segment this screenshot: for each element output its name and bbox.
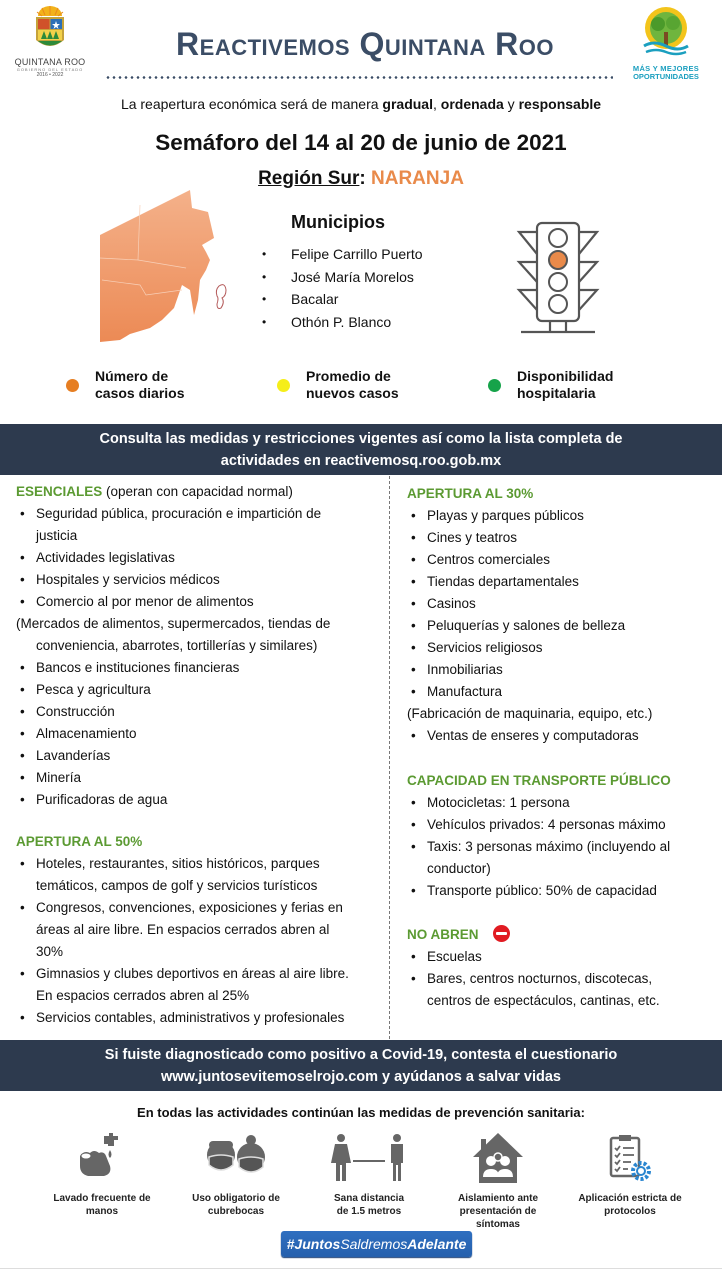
state-government-label: GOBIERNO DEL ESTADO	[16, 67, 84, 72]
social-distance-icon	[327, 1133, 411, 1183]
section-title: NO ABREN	[407, 927, 479, 942]
traffic-light-lamp	[549, 229, 567, 247]
covid-banner	[0, 1040, 722, 1091]
item-text-cont: áreas al aire libre. En espacios cerrados abren al	[36, 922, 330, 937]
face-mask-icon	[204, 1133, 268, 1183]
consult-banner-link[interactable]: actividades en reactivemosq.roo.gob.mx	[220, 453, 502, 469]
municipios-list	[262, 243, 423, 333]
section-title: APERTURA AL 30%	[407, 486, 534, 501]
item-text: Congresos, convenciones, exposiciones y ferias en	[36, 900, 343, 915]
list-item: • Casinos	[407, 593, 717, 615]
item-text: Peluquerías y salones de belleza	[427, 618, 626, 633]
covid-banner-line1: Si fuiste diagnosticado como positivo a Covid-19, contesta el cuestionario	[104, 1047, 618, 1063]
hashtag-badge	[281, 1231, 472, 1257]
municipios-title: Municipios	[291, 212, 385, 232]
traffic-light-lamp	[549, 295, 567, 313]
note-line: (Mercados de alimentos, supermercados, tiendas de	[16, 616, 331, 631]
apertura-30-parenthetical: (Fabricación de maquinaria, equipo, etc.)	[407, 706, 653, 721]
indicator-dot-icon	[488, 379, 501, 392]
item-text: Inmobiliarias	[427, 662, 503, 677]
traffic-light-lamp	[549, 273, 567, 291]
column-divider	[389, 476, 390, 1039]
list-item: • Cines y teatros	[407, 527, 717, 549]
subtitle-sep: ,	[433, 96, 441, 112]
item-text: Cines y teatros	[427, 530, 518, 545]
list-item: • Comercio al por menor de alimentos	[16, 591, 386, 613]
list-item: • Hoteles, restaurantes, sitios históricos, parques temáticos, campos de golf y servicios turísticos	[20, 856, 320, 893]
list-item: • Motocicletas: 1 persona	[407, 792, 717, 814]
consult-banner-line1: Consulta las medidas y restricciones vigentes así como la lista completa de	[99, 431, 623, 447]
indicator-label: casos diarios	[95, 385, 185, 401]
logo-line1: MÁS Y MEJORES	[632, 64, 700, 73]
municipio-item: • Bacalar	[262, 288, 423, 311]
title-dotted-divider	[105, 76, 613, 79]
no-abren-section	[407, 924, 717, 1012]
region-status	[0, 168, 722, 190]
section-title: CAPACIDAD EN TRANSPORTE PÚBLICO	[407, 773, 671, 788]
subtitle-gradual: gradual	[382, 96, 433, 112]
subtitle-ordenada: ordenada	[440, 96, 504, 112]
item-text-cont: centros de espectáculos, cantinas, etc.	[427, 993, 660, 1008]
list-item: • Vehículos privados: 4 personas máximo	[407, 814, 717, 836]
item-text: Comercio al por menor de alimentos	[36, 594, 254, 609]
list-item: • Almacenamiento	[16, 723, 386, 745]
municipio-item: • Othón P. Blanco	[262, 311, 423, 334]
subtitle-responsable: responsable	[518, 96, 602, 112]
quintana-roo-logo	[8, 6, 92, 82]
region-label: Región Sur	[258, 168, 360, 189]
item-text: Vehículos privados: 4 personas máximo	[427, 817, 666, 832]
item-text: Manufactura	[427, 684, 503, 699]
indicator-label: nuevos casos	[306, 385, 399, 401]
tree-logo-icon	[636, 6, 696, 60]
section-note: (operan con capacidad normal)	[102, 484, 293, 499]
item-text: Lavanderías	[36, 748, 111, 763]
item-text-cont: justicia	[36, 528, 78, 543]
subtitle-sep: y	[503, 96, 519, 112]
prevention-label: Uso obligatorio de	[192, 1193, 280, 1204]
apertura-50-section	[16, 831, 386, 1029]
prevention-social-distance	[299, 1128, 439, 1218]
note-line: conveniencia, abarrotes, tortillerías y similares)	[36, 638, 318, 653]
list-item: • Minería	[16, 767, 386, 789]
item-text-cont: 30%	[36, 944, 64, 959]
item-text: Bares, centros nocturnos, discotecas,	[427, 971, 653, 986]
hashtag-part: Saldremos	[340, 1236, 408, 1252]
list-item: • Hospitales y servicios médicos	[16, 569, 386, 591]
list-item: • Pesca y agricultura	[16, 679, 386, 701]
region-sep: :	[359, 168, 372, 189]
mas-y-mejores-oportunidades-logo	[626, 6, 706, 86]
section-title: APERTURA AL 50%	[16, 834, 143, 849]
item-text: Gimnasios y clubes deportivos en áreas al aire libre.	[36, 966, 349, 981]
list-item: • Construcción	[16, 701, 386, 723]
apertura-30-list	[407, 505, 717, 703]
subtitle-text: La reapertura económica será de manera	[120, 96, 383, 112]
prevention-title: En todas las actividades continúan las medidas de prevención sanitaria:	[137, 1105, 585, 1120]
semaforo-title: Semáforo del 14 al 20 de junio de 2021	[155, 130, 567, 155]
covid-banner-link[interactable]: www.juntosevitemoselrojo.com y ayúdanos a salvar vidas	[161, 1069, 561, 1085]
item-text: Taxis: 3 personas máximo (incluyendo al	[427, 839, 671, 854]
page-title: Reactivemos Quintana Roo	[176, 26, 554, 62]
list-item: • Peluquerías y salones de belleza	[407, 615, 717, 637]
hashtag-part: #Juntos	[286, 1236, 341, 1252]
traffic-light-lamp	[549, 251, 567, 269]
item-text: Seguridad pública, procuración e impartición de	[36, 506, 322, 521]
item-text: Almacenamiento	[36, 726, 137, 741]
prevention-label: Aislamiento ante	[457, 1193, 539, 1204]
item-text: Hospitales y servicios médicos	[36, 572, 220, 587]
prevention-face-mask	[166, 1128, 306, 1218]
list-item: • Manufactura	[407, 681, 717, 703]
esenciales-list	[16, 503, 386, 613]
region-sur-map	[90, 190, 235, 350]
list-item: • Tiendas departamentales	[407, 571, 717, 593]
region-color: NARANJA	[371, 168, 464, 189]
indicator-dot-icon	[66, 379, 79, 392]
item-text: Pesca y agricultura	[36, 682, 151, 697]
indicator-hospital-availability	[488, 368, 613, 402]
no-entry-icon	[493, 925, 510, 942]
item-text: Playas y parques públicos	[427, 508, 584, 523]
item-text: Centros comerciales	[427, 552, 551, 567]
indicator-label: Promedio de	[306, 368, 391, 384]
item-text: Escuelas	[427, 949, 482, 964]
apertura-50-list	[16, 853, 386, 1029]
list-item: • Centros comerciales	[407, 549, 717, 571]
list-item: • Congresos, convenciones, exposiciones y ferias en áreas al aire libre. En espacios cerrados abren al 30%	[20, 900, 343, 959]
administration-years: 2016 • 2022	[36, 72, 64, 78]
list-item: • Taxis: 3 personas máximo (incluyendo al conductor)	[411, 839, 671, 876]
consult-banner	[0, 424, 722, 475]
item-text: Servicios contables, administrativos y profesionales	[36, 1010, 345, 1025]
item-text-cont: conductor)	[427, 861, 491, 876]
esenciales-parenthetical	[16, 613, 386, 657]
prevention-label: de 1.5 metros	[336, 1206, 402, 1217]
item-text: Actividades legislativas	[36, 550, 175, 565]
prevention-hand-washing	[32, 1128, 172, 1218]
prevention-home-isolation	[428, 1128, 568, 1231]
prevention-protocols	[560, 1128, 700, 1218]
item-text: Bancos e instituciones financieras	[36, 660, 240, 675]
indicator-label: Número de	[95, 368, 169, 384]
apertura-30-list-b	[407, 725, 717, 747]
esenciales-section	[16, 481, 386, 811]
list-item: • Ventas de enseres y computadoras	[407, 725, 717, 747]
municipio-name: Felipe Carrillo Puerto	[291, 246, 423, 262]
list-item: • Bares, centros nocturnos, discotecas, centros de espectáculos, cantinas, etc.	[411, 971, 660, 1008]
prevention-label: manos	[85, 1206, 119, 1217]
list-item: • Lavanderías	[16, 745, 386, 767]
item-text: Purificadoras de agua	[36, 792, 168, 807]
reopening-subtitle	[0, 96, 722, 112]
esenciales-list-b	[16, 657, 386, 811]
list-item: • Seguridad pública, procuración e impartición de justicia	[20, 506, 322, 543]
home-isolation-icon	[471, 1131, 525, 1185]
municipio-name: Othón P. Blanco	[291, 313, 392, 330]
list-item: • Escuelas	[407, 946, 717, 968]
indicator-label: Disponibilidad	[517, 368, 614, 384]
prevention-label: síntomas	[476, 1219, 520, 1230]
prevention-label: Aplicación estricta de	[578, 1193, 682, 1204]
list-item: • Purificadoras de agua	[16, 789, 386, 811]
prevention-label: cubrebocas	[207, 1206, 265, 1217]
prevention-label: Sana distancia	[333, 1193, 405, 1204]
item-text: Motocicletas: 1 persona	[427, 795, 570, 810]
bottom-divider	[0, 1268, 722, 1269]
prevention-label: protocolos	[604, 1206, 656, 1217]
municipio-item: • Felipe Carrillo Puerto	[262, 243, 423, 266]
item-text: Casinos	[427, 596, 476, 611]
municipio-name: Bacalar	[291, 291, 339, 307]
item-text: Hoteles, restaurantes, sitios históricos, parques	[36, 856, 320, 871]
indicator-label: hospitalaria	[517, 385, 596, 401]
item-text-cont: temáticos, campos de golf y servicios turísticos	[36, 878, 318, 893]
prevention-label: presentación de	[459, 1206, 537, 1217]
indicator-new-cases-average	[277, 368, 399, 402]
protocol-checklist-icon	[607, 1133, 653, 1183]
item-text: Transporte público: 50% de capacidad	[427, 883, 657, 898]
apertura-30-section	[407, 483, 717, 747]
transporte-list	[407, 792, 717, 902]
no-abren-list	[407, 946, 717, 1012]
item-text-cont: En espacios cerrados abren al 25%	[36, 988, 250, 1003]
transporte-section	[407, 770, 717, 902]
item-text: Tiendas departamentales	[427, 574, 579, 589]
list-item: • Inmobiliarias	[407, 659, 717, 681]
list-item: • Bancos e instituciones financieras	[16, 657, 386, 679]
indicator-daily-cases	[66, 368, 185, 402]
list-item: • Gimnasios y clubes deportivos en áreas al aire libre. En espacios cerrados abren al 25%	[20, 966, 349, 1003]
indicator-dot-icon	[277, 379, 290, 392]
item-text: Construcción	[36, 704, 115, 719]
hand-washing-icon	[74, 1130, 130, 1186]
hashtag-part: Adelante	[407, 1236, 467, 1252]
state-name: QUINTANA ROO	[14, 57, 86, 67]
list-item: • Playas y parques públicos	[407, 505, 717, 527]
item-text: Servicios religiosos	[427, 640, 543, 655]
traffic-light-icon	[513, 220, 603, 334]
list-item: • Actividades legislativas	[16, 547, 386, 569]
list-item: • Transporte público: 50% de capacidad	[407, 880, 717, 902]
item-text: Ventas de enseres y computadoras	[427, 728, 639, 743]
list-item: • Servicios religiosos	[407, 637, 717, 659]
municipio-name: José María Morelos	[291, 268, 414, 285]
list-item: • Servicios contables, administrativos y profesionales	[16, 1007, 386, 1029]
municipio-item: • José María Morelos	[262, 266, 423, 289]
item-text: Minería	[36, 770, 82, 785]
logo-line2: OPORTUNIDADES	[633, 72, 699, 81]
section-title: ESENCIALES	[16, 484, 103, 499]
prevention-label: Lavado frecuente de	[53, 1193, 151, 1204]
state-crest-icon	[32, 6, 68, 52]
